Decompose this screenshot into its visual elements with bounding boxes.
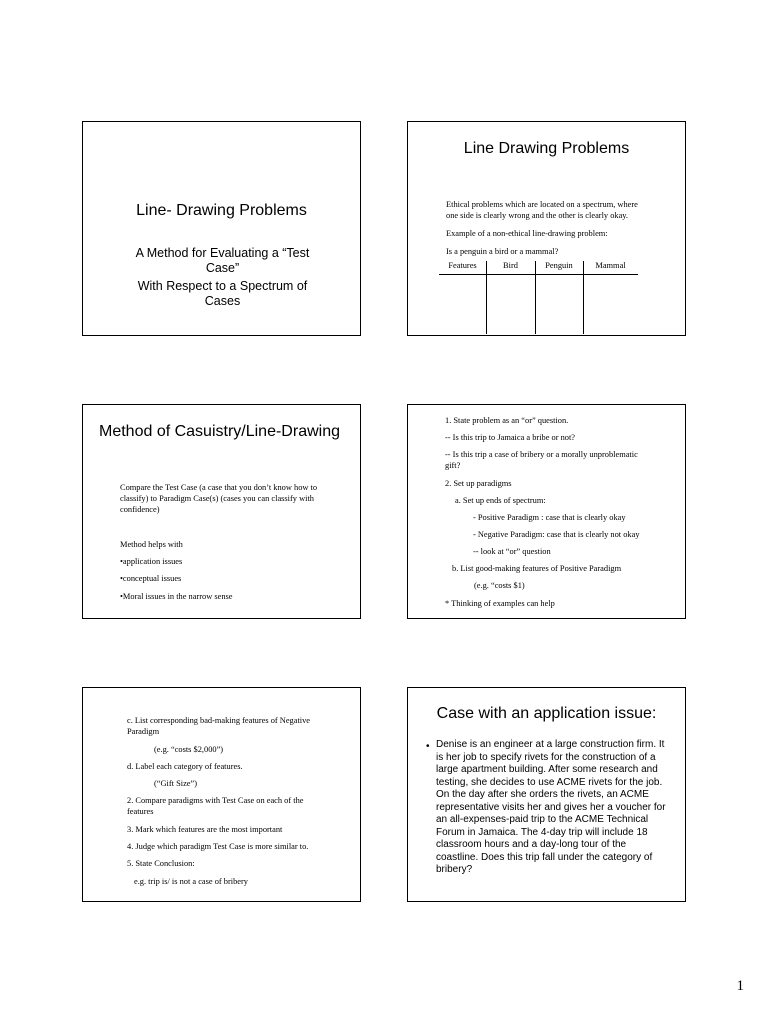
- table-header-cell: Penguin: [545, 261, 573, 270]
- text-line: d. Label each category of features.: [127, 762, 243, 771]
- text-line: (e.g. “costs $1): [474, 581, 525, 590]
- body-line: large apartment building. After some research and: [436, 764, 658, 775]
- slide-5: [82, 687, 361, 902]
- body-line: an all-expenses-paid trip to the ACME Technical: [436, 814, 649, 825]
- list-item: •Moral issues in the narrow sense: [120, 592, 233, 601]
- slide-title: Method of Casuistry/Line-Drawing: [99, 423, 340, 440]
- body-line: On the day after she orders the rivets, an ACME: [436, 789, 649, 800]
- slide-title: Line- Drawing Problems: [136, 202, 307, 219]
- text-line: (“Gift Size”): [154, 779, 198, 788]
- list-item: •conceptual issues: [120, 574, 182, 583]
- text-line: Method helps with: [120, 540, 183, 549]
- body-line: Denise is an engineer at a large construction firm. It: [436, 739, 665, 750]
- body-line: coastline. Does this trip fall under the category of: [436, 851, 653, 863]
- text-line: a. Set up ends of spectrum:: [455, 496, 546, 505]
- text-line: gift?: [445, 461, 461, 470]
- text-line: -- Is this trip a case of bribery or a morally unproblematic: [445, 450, 638, 459]
- table-header-cell: Features: [448, 261, 477, 270]
- text-line: 2. Set up paradigms: [445, 479, 512, 488]
- page-number: 1: [736, 978, 744, 994]
- text-line: 1. State problem as an “or” question.: [445, 416, 569, 425]
- body-line: testing, she decides to use ACME rivets for the job.: [436, 776, 663, 788]
- text-line: features: [127, 807, 154, 816]
- text-line: - Negative Paradigm: case that is clearly not okay: [473, 530, 640, 539]
- table-column-divider: [583, 261, 584, 334]
- list-item: •application issues: [120, 557, 183, 566]
- text-line: Paradigm: [127, 727, 160, 736]
- text-line: c. List corresponding bad-making features of Negative: [127, 716, 311, 725]
- slide-6: [407, 687, 686, 902]
- comparison-table: [439, 261, 638, 334]
- body-line: representative visits her and gives her a voucher for: [436, 801, 666, 813]
- slide-title: Case with an application issue:: [436, 705, 657, 722]
- text-line: (e.g. “costs $2,000”): [154, 745, 224, 754]
- slide-subtitle-line: Case”: [205, 261, 240, 275]
- body-line: is her job to specify rivets for the construction of a: [436, 751, 656, 763]
- text-line: * Thinking of examples can help: [445, 599, 555, 608]
- text-line: 2. Compare paradigms with Test Case on each of the: [127, 796, 304, 805]
- slide-3: [82, 404, 361, 619]
- table-header-cell: Mammal: [595, 261, 626, 270]
- slide-subtitle-line: A Method for Evaluating a “Test: [135, 246, 310, 260]
- text-line: Is a penguin a bird or a mammal?: [446, 247, 559, 256]
- slide-body-text: [436, 739, 676, 877]
- body-line: Forum in Jamaica. The 4-day trip will include 18: [436, 826, 648, 838]
- text-line: Compare the Test Case (a case that you don’t know how to: [120, 483, 318, 492]
- text-line: -- Is this trip to Jamaica a bribe or not?: [445, 433, 576, 442]
- slide-1: [82, 121, 361, 336]
- slide-subtitle-line: Cases: [204, 294, 241, 308]
- slide-title: Line Drawing Problems: [463, 140, 630, 157]
- text-line: 3. Mark which features are the most important: [127, 825, 283, 834]
- text-line: 5. State Conclusion:: [127, 859, 195, 868]
- text-line: Ethical problems which are located on a spectrum, where: [446, 200, 638, 209]
- text-line: b. List good-making features of Positive Paradigm: [452, 564, 622, 573]
- table-header-divider: [439, 274, 638, 275]
- text-line: e.g. trip is/ is not a case of bribery: [134, 877, 248, 886]
- text-line: 4. Judge which paradigm Test Case is more similar to.: [127, 842, 309, 851]
- text-line: -- look at “or” question: [473, 547, 551, 556]
- slide-subtitle-line: With Respect to a Spectrum of: [137, 279, 308, 293]
- bullet-marker: •: [426, 741, 430, 752]
- table-header-cell: Bird: [503, 261, 518, 270]
- text-line: - Positive Paradigm : case that is clearly okay: [473, 513, 626, 522]
- text-line: Example of a non-ethical line-drawing problem:: [446, 229, 608, 238]
- text-line: classify) to Paradigm Case(s) (cases you can classify with: [120, 494, 314, 503]
- table-column-divider: [535, 261, 536, 334]
- body-line: classroom hours and a day-long tour of the: [436, 839, 627, 850]
- table-column-divider: [486, 261, 487, 334]
- text-line: one side is clearly wrong and the other is clearly okay.: [446, 211, 629, 220]
- body-line: bribery?: [436, 864, 473, 875]
- text-line: confidence): [120, 505, 160, 514]
- slide-4: [407, 404, 686, 619]
- slide-2: [407, 121, 686, 336]
